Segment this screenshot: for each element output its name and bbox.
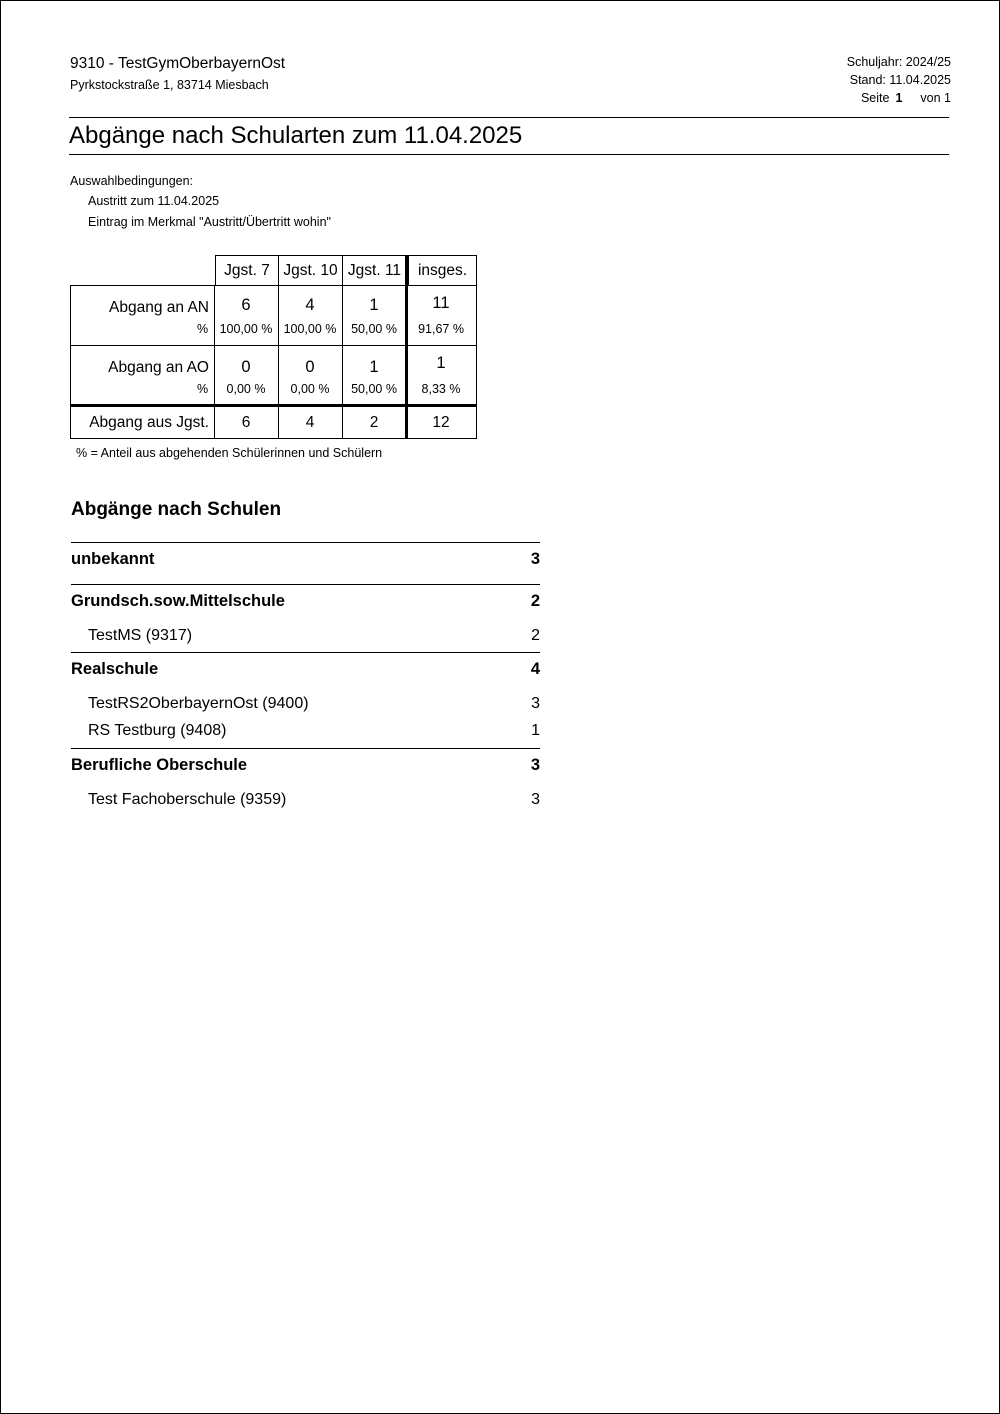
category-count: 2 [530,592,540,610]
criteria-label: Auswahlbedingungen: [70,174,194,188]
category-divider [71,584,540,585]
percent-sign: % [197,382,209,396]
school-count: 3 [531,791,540,808]
category-divider [71,542,540,543]
title-rule-bottom [69,154,949,155]
column-header: Jgst. 7 [215,255,279,286]
percent-cell: 50,00 % [351,382,397,396]
row-label-an: Abgang an AN [109,299,209,316]
page-label: Seite [860,91,890,105]
school-count: 1 [531,722,540,739]
category-count: 3 [530,756,540,774]
row-divider [70,345,477,346]
category-divider [71,748,540,749]
category-divider [71,652,540,653]
category-count: 3 [530,550,540,568]
total-column-divider [405,255,408,439]
category-name: Berufliche Oberschule [71,756,248,774]
school-name: 9310 - TestGymOberbayernOst [70,55,286,72]
value-cell: 0 [241,358,251,376]
school-row [88,722,540,740]
schoolyear: Schuljahr: 2024/25 [846,55,951,69]
total-cell: 4 [305,414,315,431]
school-name: TestRS2OberbayernOst (9400) [88,695,309,712]
total-cell: 6 [241,414,251,431]
row-label-total: Abgang aus Jgst. [89,414,209,431]
percent-cell: 0,00 % [290,382,330,396]
total-row-divider [70,404,477,407]
school-name: TestMS (9317) [88,627,193,644]
school-row [88,627,540,645]
total-cell: 2 [369,414,379,431]
school-count: 2 [531,627,540,644]
percent-cell: 50,00 % [351,322,397,336]
value-cell: 4 [305,296,315,314]
school-name: RS Testburg (9408) [88,722,227,739]
value-cell: 1 [369,296,379,314]
criteria-item: Austritt zum 11.04.2025 [88,194,220,208]
page-title: Abgänge nach Schularten zum 11.04.2025 [69,122,523,149]
value-cell: 6 [241,296,251,314]
column-header: insges. [406,255,477,286]
value-cell: 0 [305,358,315,376]
category-row [71,756,540,775]
category-count: 4 [530,660,540,678]
school-row [88,695,540,713]
value-cell: 1 [436,354,446,372]
page-info [861,91,951,105]
column-header: Jgst. 10 [278,255,343,286]
category-row [71,550,540,569]
page-of: von 1 [920,91,951,105]
percent-cell: 8,33 % [421,382,461,396]
category-name: unbekannt [71,550,155,568]
school-name: Test Fachoberschule (9359) [88,791,287,808]
value-cell: 11 [432,294,450,312]
criteria-item: Eintrag im Merkmal "Austritt/Übertritt wohin" [88,215,331,229]
category-row [71,660,540,679]
stand-date: Stand: 11.04.2025 [849,73,951,87]
table-footnote: % = Anteil aus abgehenden Schülerinnen und Schülern [76,446,383,460]
percent-cell: 91,67 % [418,322,464,336]
percent-sign: % [197,322,209,336]
category-name: Grundsch.sow.Mittelschule [71,592,285,610]
school-row [88,791,540,809]
category-row [71,592,540,611]
title-rule-top [69,117,949,118]
school-address: Pyrkstockstraße 1, 83714 Miesbach [70,78,269,92]
category-name: Realschule [71,660,159,678]
percent-cell: 100,00 % [219,322,273,336]
percent-cell: 0,00 % [226,382,266,396]
schools-section-title: Abgänge nach Schulen [71,499,282,520]
row-label-ao: Abgang an AO [108,359,209,376]
percent-cell: 100,00 % [283,322,337,336]
value-cell: 1 [369,358,379,376]
total-cell: 12 [432,414,450,431]
school-count: 3 [531,695,540,712]
page-number: 1 [895,91,903,105]
column-header: Jgst. 11 [342,255,407,286]
